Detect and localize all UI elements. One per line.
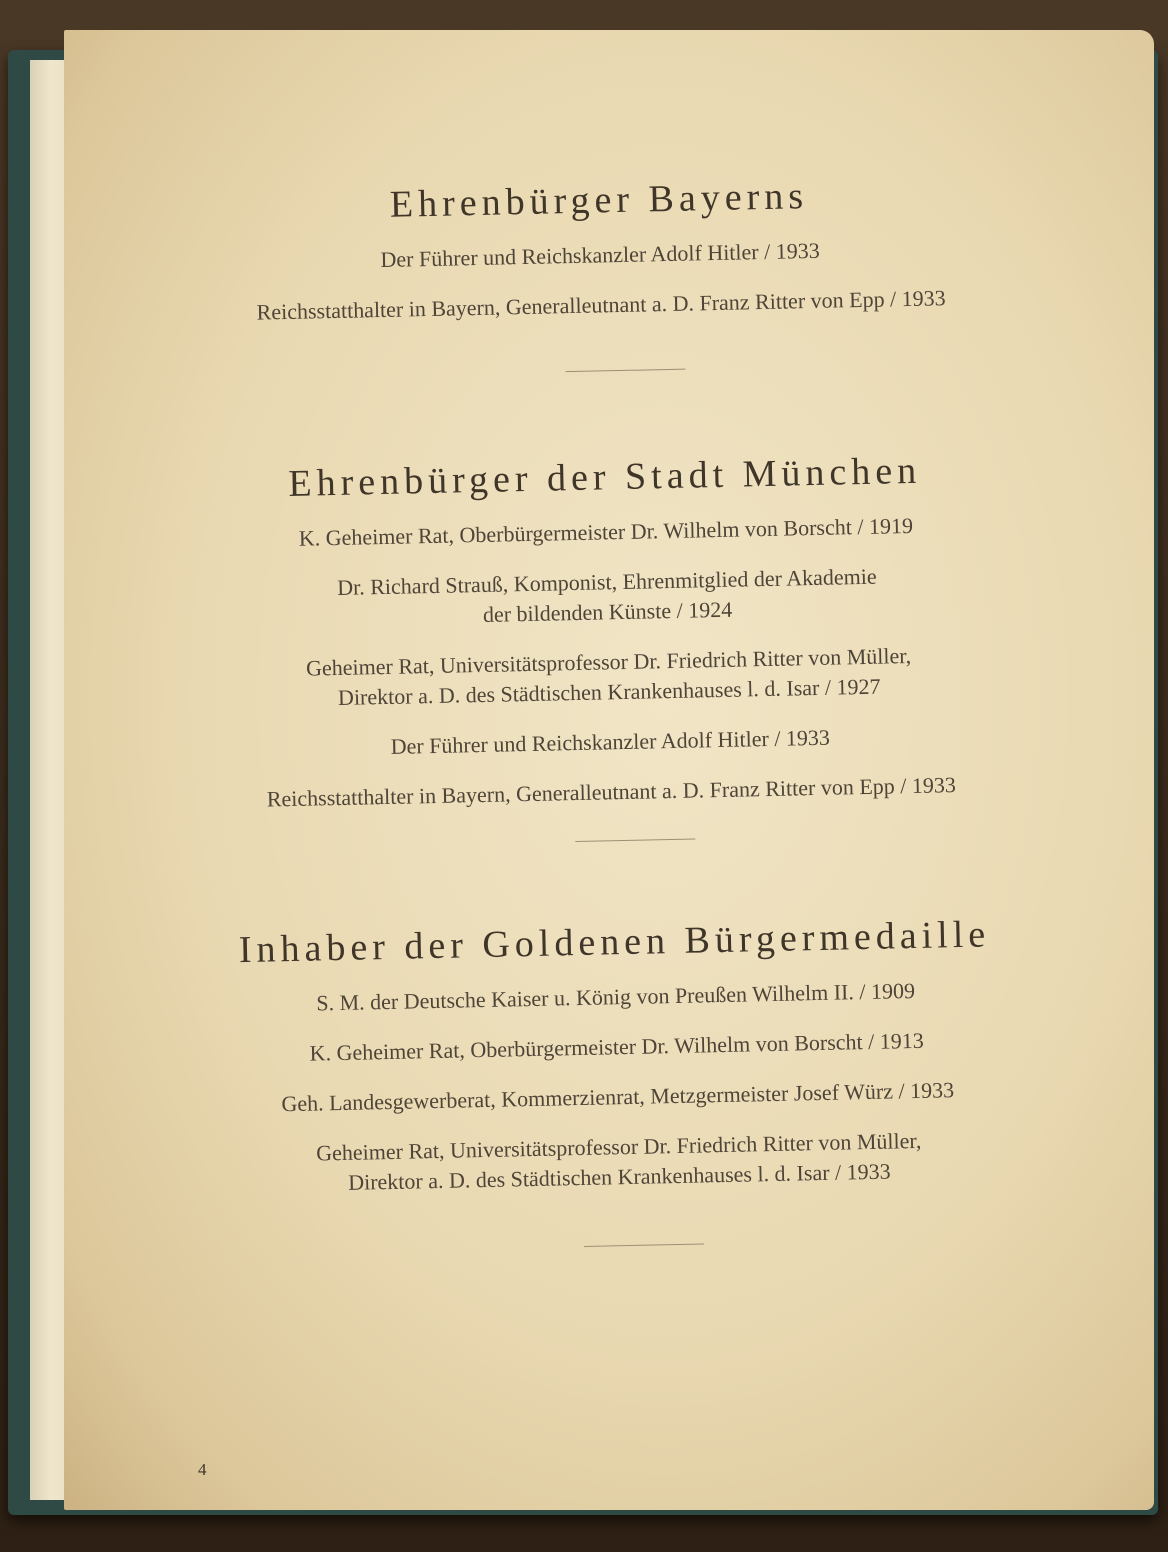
entry-line: Der Führer und Reichskanzler Adolf Hitler / 1933 (390, 724, 831, 759)
list-item (64, 636, 1154, 719)
entry-line: Direktor a. D. des Städtischen Krankenhauses l. d. Isar / 1927 (337, 673, 881, 710)
entry-line: Geheimer Rat, Universitätsprofessor Dr. Friedrich Ritter von Müller, (305, 642, 912, 681)
section-honorary-citizens-bavaria (64, 167, 1147, 352)
list-item (74, 1121, 1154, 1204)
list-item (71, 1021, 1154, 1074)
section-divider (584, 1243, 704, 1247)
entry-line: S. M. der Deutsche Kaiser u. König von Preußen Wilhelm II. / 1909 (316, 977, 916, 1016)
section-heading: Ehrenbürger Bayerns (389, 175, 809, 226)
entry-line: der bildenden Künste / 1924 (482, 596, 733, 627)
list-item (64, 279, 1146, 332)
book-page (64, 30, 1154, 1510)
entry-line: Geheimer Rat, Universitätsprofessor Dr. Friedrich Ritter von Müller, (315, 1127, 922, 1166)
section-heading: Ehrenbürger der Stadt München (287, 449, 922, 505)
page-content (64, 30, 1154, 1510)
entry-line: K. Geheimer Rat, Oberbürgermeister Dr. Wilhelm von Borscht / 1919 (298, 512, 914, 551)
section-heading: Inhaber der Goldenen Bürgermedaille (238, 913, 991, 972)
entry-line: Dr. Richard Strauß, Komponist, Ehrenmitglied der Akademie (336, 563, 877, 600)
entry-line: Reichsstatthalter in Bayern, Generalleutnant a. D. Franz Ritter von Epp / 1933 (266, 772, 957, 812)
entry-line: Reichsstatthalter in Bayern, Generalleutnant a. D. Franz Ritter von Epp / 1933 (256, 285, 946, 325)
entry-line: Geh. Landesgewerberat, Kommerzienrat, Metzgermeister Josef Würz / 1933 (281, 1077, 955, 1117)
list-item (65, 716, 1154, 769)
page-number: 4 (198, 1460, 207, 1479)
entry-line: Direktor a. D. des Städtischen Krankenhauses l. d. Isar / 1933 (347, 1158, 891, 1195)
entry-line: K. Geheimer Rat, Oberbürgermeister Dr. Wilhelm von Borscht / 1913 (309, 1027, 924, 1066)
list-item (70, 971, 1154, 1024)
list-item (64, 506, 1151, 559)
section-divider (575, 839, 695, 843)
section-honorary-citizens-munich (64, 444, 1154, 839)
section-gold-medal-holders (69, 909, 1154, 1224)
list-item (64, 556, 1153, 639)
list-item (66, 766, 1154, 819)
section-divider (566, 369, 686, 373)
list-item (73, 1071, 1154, 1124)
entry-line: Der Führer und Reichskanzler Adolf Hitler / 1933 (380, 237, 820, 273)
list-item (64, 229, 1145, 282)
